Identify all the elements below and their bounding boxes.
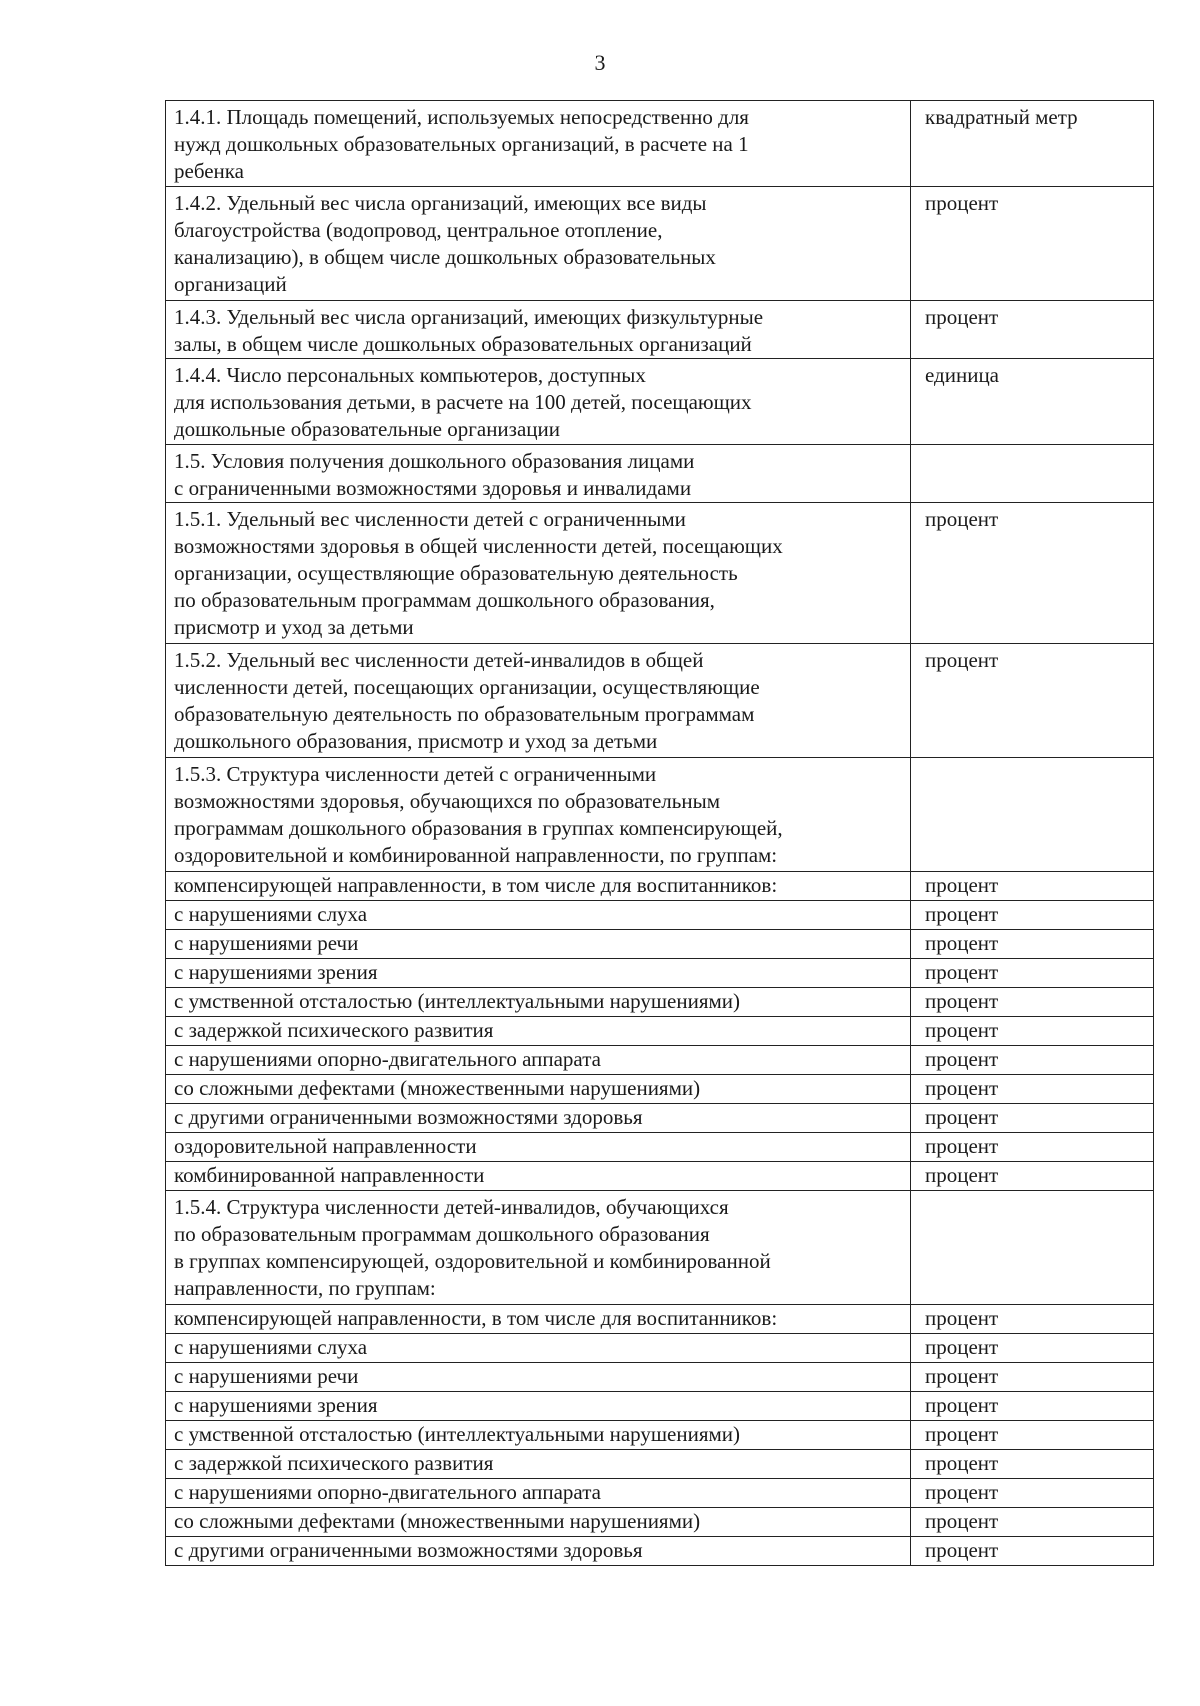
table-row bbox=[166, 1305, 1154, 1334]
unit-of-measure: процент bbox=[911, 1421, 1154, 1450]
table-row bbox=[166, 959, 1154, 988]
table-row bbox=[166, 930, 1154, 959]
table-row bbox=[166, 301, 1154, 359]
indicator-description: с нарушениями слуха bbox=[166, 1334, 911, 1363]
unit-of-measure: процент bbox=[911, 901, 1154, 930]
unit-of-measure: процент bbox=[911, 1305, 1154, 1334]
table-row bbox=[166, 1104, 1154, 1133]
table-row bbox=[166, 101, 1154, 187]
unit-of-measure: процент bbox=[911, 1162, 1154, 1191]
indicator-description bbox=[166, 301, 911, 359]
table-row bbox=[166, 1191, 1154, 1305]
table-row bbox=[166, 1334, 1154, 1363]
indicator-description: компенсирующей направленности, в том числе для воспитанников: bbox=[166, 1305, 911, 1334]
indicator-text: 1.5.4. Структура численности детей-инвалидов, обучающихся по образовательным программам дошкольного образования в группах компенсирующей, оздоровительной и комбинированной направленности, по группам: bbox=[174, 1195, 771, 1300]
unit-of-measure: процент bbox=[911, 1479, 1154, 1508]
unit-of-measure bbox=[911, 758, 1154, 872]
table-row bbox=[166, 901, 1154, 930]
indicator-description: с другими ограниченными возможностями здоровья bbox=[166, 1537, 911, 1566]
unit-of-measure: процент bbox=[911, 872, 1154, 901]
indicator-description bbox=[166, 644, 911, 758]
table-row bbox=[166, 1508, 1154, 1537]
unit-of-measure: процент bbox=[911, 1104, 1154, 1133]
indicator-description: с нарушениями зрения bbox=[166, 959, 911, 988]
indicator-description: с умственной отсталостью (интеллектуальными нарушениями) bbox=[166, 988, 911, 1017]
table-row bbox=[166, 1421, 1154, 1450]
indicator-description: с задержкой психического развития bbox=[166, 1450, 911, 1479]
unit-of-measure: процент bbox=[911, 1075, 1154, 1104]
table-row bbox=[166, 359, 1154, 445]
indicator-table-body bbox=[166, 101, 1154, 1566]
indicator-description: комбинированной направленности bbox=[166, 1162, 911, 1191]
indicator-description bbox=[166, 1191, 911, 1305]
unit-of-measure: процент bbox=[911, 301, 1154, 359]
indicator-description: с другими ограниченными возможностями здоровья bbox=[166, 1104, 911, 1133]
indicator-description bbox=[166, 187, 911, 301]
unit-of-measure: процент bbox=[911, 930, 1154, 959]
indicator-text: 1.5.2. Удельный вес численности детей-инвалидов в общей численности детей, посещающих организации, осуществляющие образовательную деятельность по образовательным программам дошкольного образования, присмотр и уход за детьми bbox=[174, 648, 760, 753]
table-row bbox=[166, 1162, 1154, 1191]
indicator-description: с нарушениями зрения bbox=[166, 1392, 911, 1421]
unit-of-measure bbox=[911, 445, 1154, 503]
indicator-description: с умственной отсталостью (интеллектуальными нарушениями) bbox=[166, 1421, 911, 1450]
table-row bbox=[166, 1537, 1154, 1566]
indicator-description: оздоровительной направленности bbox=[166, 1133, 911, 1162]
indicator-description: со сложными дефектами (множественными нарушениями) bbox=[166, 1508, 911, 1537]
table-row bbox=[166, 1046, 1154, 1075]
unit-of-measure: единица bbox=[911, 359, 1154, 445]
indicator-description: с задержкой психического развития bbox=[166, 1017, 911, 1046]
indicator-description bbox=[166, 503, 911, 644]
indicator-table bbox=[165, 100, 1154, 1566]
table-row bbox=[166, 1479, 1154, 1508]
unit-of-measure: процент bbox=[911, 1392, 1154, 1421]
unit-of-measure: процент bbox=[911, 1537, 1154, 1566]
unit-of-measure: процент bbox=[911, 1017, 1154, 1046]
table-row bbox=[166, 1017, 1154, 1046]
indicator-description: с нарушениями опорно-двигательного аппарата bbox=[166, 1046, 911, 1075]
unit-of-measure: процент bbox=[911, 1046, 1154, 1075]
indicator-description: с нарушениями опорно-двигательного аппарата bbox=[166, 1479, 911, 1508]
indicator-description: со сложными дефектами (множественными нарушениями) bbox=[166, 1075, 911, 1104]
indicator-description bbox=[166, 359, 911, 445]
indicator-text: 1.5.3. Структура численности детей с ограниченными возможностями здоровья, обучающихся по образовательным программам дошкольного образования в группах компенсирующей, оздоровительной и комбинированной направленности, по группам: bbox=[174, 762, 783, 867]
indicator-description bbox=[166, 445, 911, 503]
unit-of-measure: процент bbox=[911, 187, 1154, 301]
unit-of-measure: процент bbox=[911, 959, 1154, 988]
indicator-description: с нарушениями речи bbox=[166, 930, 911, 959]
table-row bbox=[166, 1133, 1154, 1162]
table-row bbox=[166, 872, 1154, 901]
page-number: 3 bbox=[594, 50, 606, 75]
indicator-text: 1.4.3. Удельный вес числа организаций, имеющих физкультурные залы, в общем числе дошкольных образовательных организаций bbox=[174, 305, 764, 356]
unit-of-measure: процент bbox=[911, 988, 1154, 1017]
table-row bbox=[166, 1363, 1154, 1392]
unit-of-measure: процент bbox=[911, 1508, 1154, 1537]
unit-of-measure bbox=[911, 1191, 1154, 1305]
table-row bbox=[166, 644, 1154, 758]
indicator-text: 1.4.1. Площадь помещений, используемых непосредственно для нужд дошкольных образовательных организаций, в расчете на 1 ребенка bbox=[174, 105, 749, 183]
unit-of-measure: процент bbox=[911, 1363, 1154, 1392]
indicator-text: 1.5.1. Удельный вес численности детей с ограниченными возможностями здоровья в общей численности детей, посещающих организации, осуществляющие образовательную деятельность по образовательным программам дошкольного образования, присмотр и уход за детьми bbox=[174, 507, 783, 639]
table-row bbox=[166, 988, 1154, 1017]
table-row bbox=[166, 187, 1154, 301]
table-row bbox=[166, 758, 1154, 872]
indicator-description bbox=[166, 758, 911, 872]
table-row bbox=[166, 1075, 1154, 1104]
indicator-description: с нарушениями речи bbox=[166, 1363, 911, 1392]
table-row bbox=[166, 1392, 1154, 1421]
unit-of-measure: процент bbox=[911, 1133, 1154, 1162]
table-row bbox=[166, 445, 1154, 503]
indicator-description: с нарушениями слуха bbox=[166, 901, 911, 930]
unit-of-measure: квадратный метр bbox=[911, 101, 1154, 187]
indicator-text: 1.4.2. Удельный вес числа организаций, имеющих все виды благоустройства (водопровод, центральное отопление, канализацию), в общем числе дошкольных образовательных организаций bbox=[174, 191, 716, 296]
indicator-text: 1.5. Условия получения дошкольного образования лицами с ограниченными возможностями здоровья и инвалидами bbox=[174, 449, 695, 500]
unit-of-measure: процент bbox=[911, 644, 1154, 758]
indicator-text: 1.4.4. Число персональных компьютеров, доступных для использования детьми, в расчете на 100 детей, посещающих дошкольные образовательные организации bbox=[174, 363, 752, 441]
unit-of-measure: процент bbox=[911, 1334, 1154, 1363]
indicator-description: компенсирующей направленности, в том числе для воспитанников: bbox=[166, 872, 911, 901]
indicator-description bbox=[166, 101, 911, 187]
unit-of-measure: процент bbox=[911, 503, 1154, 644]
table-row bbox=[166, 1450, 1154, 1479]
unit-of-measure: процент bbox=[911, 1450, 1154, 1479]
table-row bbox=[166, 503, 1154, 644]
